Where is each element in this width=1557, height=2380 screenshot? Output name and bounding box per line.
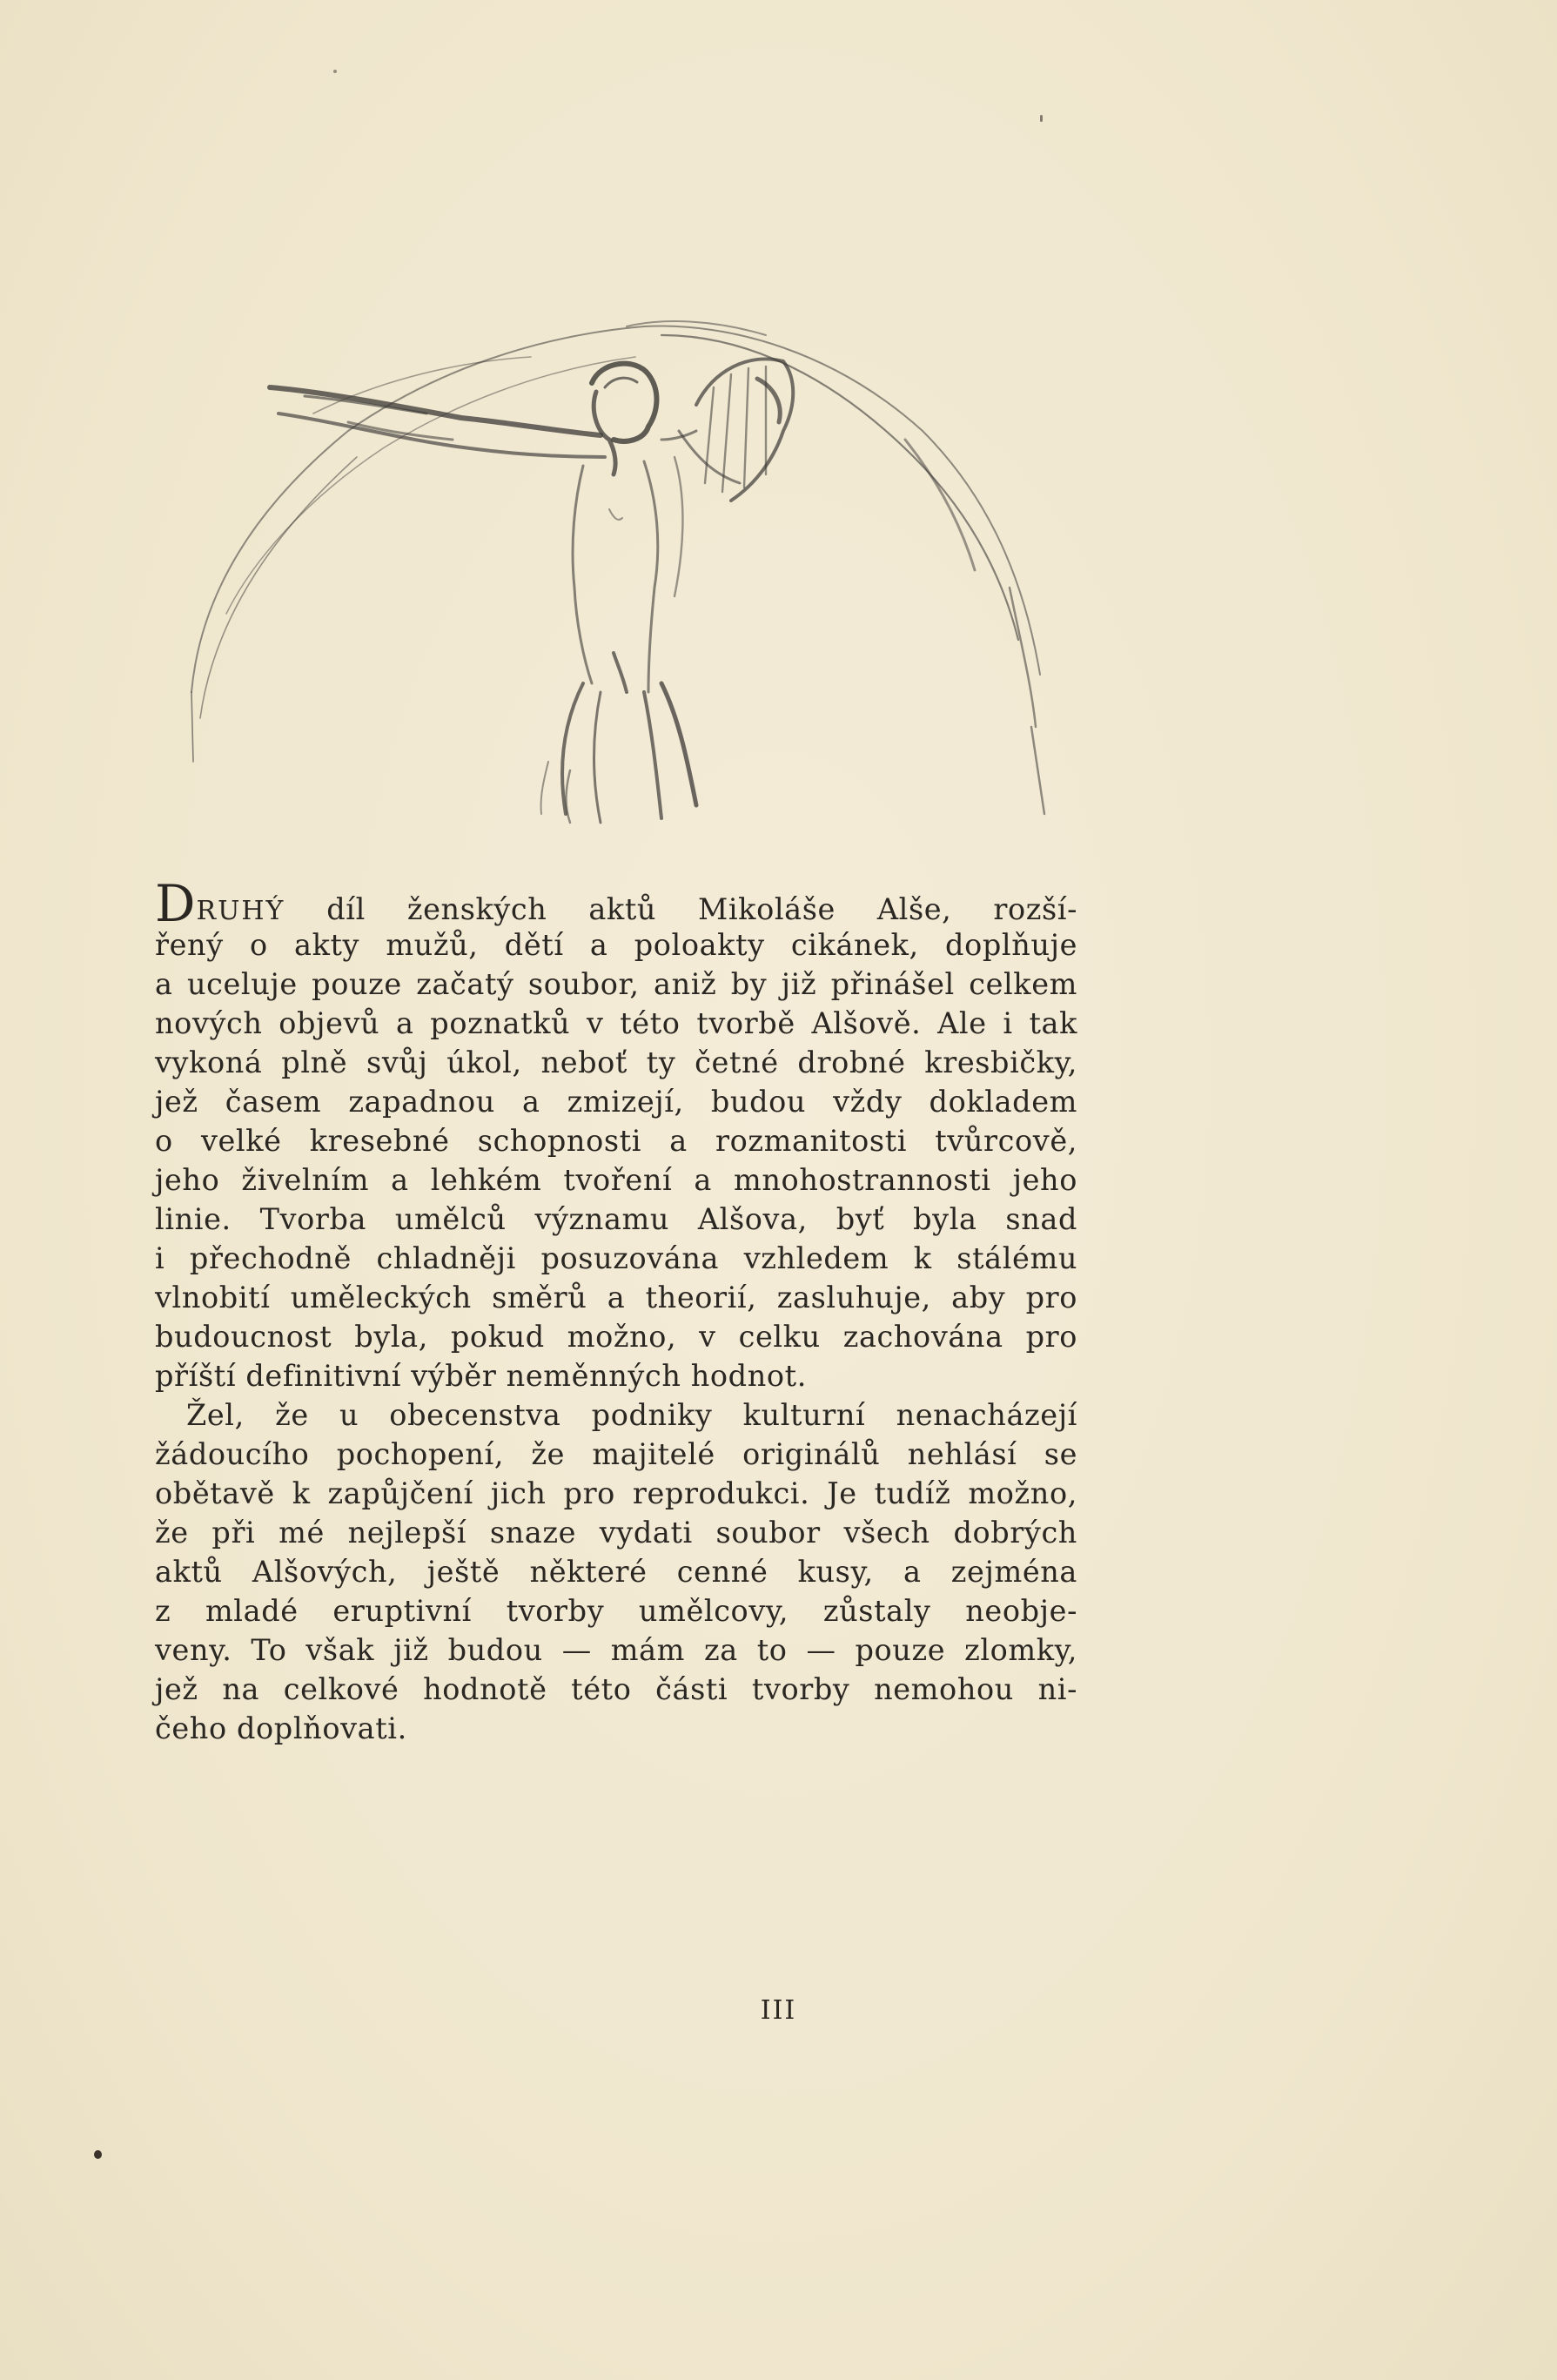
paper-speck xyxy=(1040,115,1043,122)
drop-cap: D xyxy=(155,874,197,933)
paragraph-line: že při mé nejlepší snaze vydati soubor všech dobrých xyxy=(155,1516,1077,1550)
paragraph-line: čeho doplňovati. xyxy=(155,1711,407,1745)
paragraph-line: obětavě k zapůjčení jich pro reprodukci. Je tudíž možno, xyxy=(155,1476,1077,1510)
article-body xyxy=(155,874,1077,1748)
paragraph-line: jež časem zapadnou a zmizejí, budou vždy dokladem xyxy=(155,1085,1077,1119)
paragraph-line: Žel, že u obecenstva podniky kulturní nenacházejí xyxy=(186,1398,1077,1432)
paragraph-2 xyxy=(155,1395,1077,1748)
paragraph-line: příští definitivní výběr neměnných hodnot. xyxy=(155,1359,807,1393)
paper-speck xyxy=(333,70,337,73)
paragraph-line: o velké kresebné schopnosti a rozmanitosti tvůrcově, xyxy=(155,1124,1077,1158)
paragraph-line: žádoucího pochopení, že majitelé originálů nehlásí se xyxy=(155,1437,1077,1471)
paragraph-line: vlnobití uměleckých směrů a theorií, zasluhuje, aby pro xyxy=(155,1281,1077,1314)
paragraph-line: řený o akty mužů, dětí a poloakty cikánek, doplňuje xyxy=(155,928,1077,962)
paragraph-line: jeho živelním a lehkém tvoření a mnohostrannosti jeho xyxy=(155,1163,1077,1197)
paragraph-line: z mladé eruptivní tvorby umělcovy, zůstaly neobje- xyxy=(155,1594,1077,1628)
paragraph-line: veny. To však již budou — mám za to — pouze zlomky, xyxy=(155,1633,1077,1667)
sketch-figure-with-lyre-icon xyxy=(174,309,1079,831)
paragraph-line: jež na celkové hodnotě této části tvorby nemohou ni- xyxy=(155,1672,1077,1706)
paragraph-line: i přechodně chladněji posuzována vzhledem k stálému xyxy=(155,1241,1077,1275)
paper-speck xyxy=(94,2150,102,2159)
paragraph-line: a uceluje pouze začatý soubor, aniž by již přinášel celkem xyxy=(155,967,1077,1001)
line-text: díl ženských aktů Mikoláše Alše, rozší- xyxy=(326,892,1077,926)
paragraph-line: vykoná plně svůj úkol, neboť ty četné drobné kresbičky, xyxy=(155,1045,1077,1079)
paragraph-line: budoucnost byla, pokud možno, v celku zachována pro xyxy=(155,1320,1077,1354)
lead-word: RUHÝ xyxy=(196,896,285,926)
paragraph-line: aktů Alšových, ještě některé cenné kusy, a zejména xyxy=(155,1555,1077,1589)
page-number: III xyxy=(760,1995,797,2026)
paragraph-1 xyxy=(155,874,1077,1395)
paragraph-line xyxy=(155,874,1077,933)
paragraph-line: nových objevů a poznatků v této tvorbě Alšově. Ale i tak xyxy=(155,1006,1077,1040)
paragraph-line: linie. Tvorba umělců významu Alšova, byť byla snad xyxy=(155,1202,1077,1236)
